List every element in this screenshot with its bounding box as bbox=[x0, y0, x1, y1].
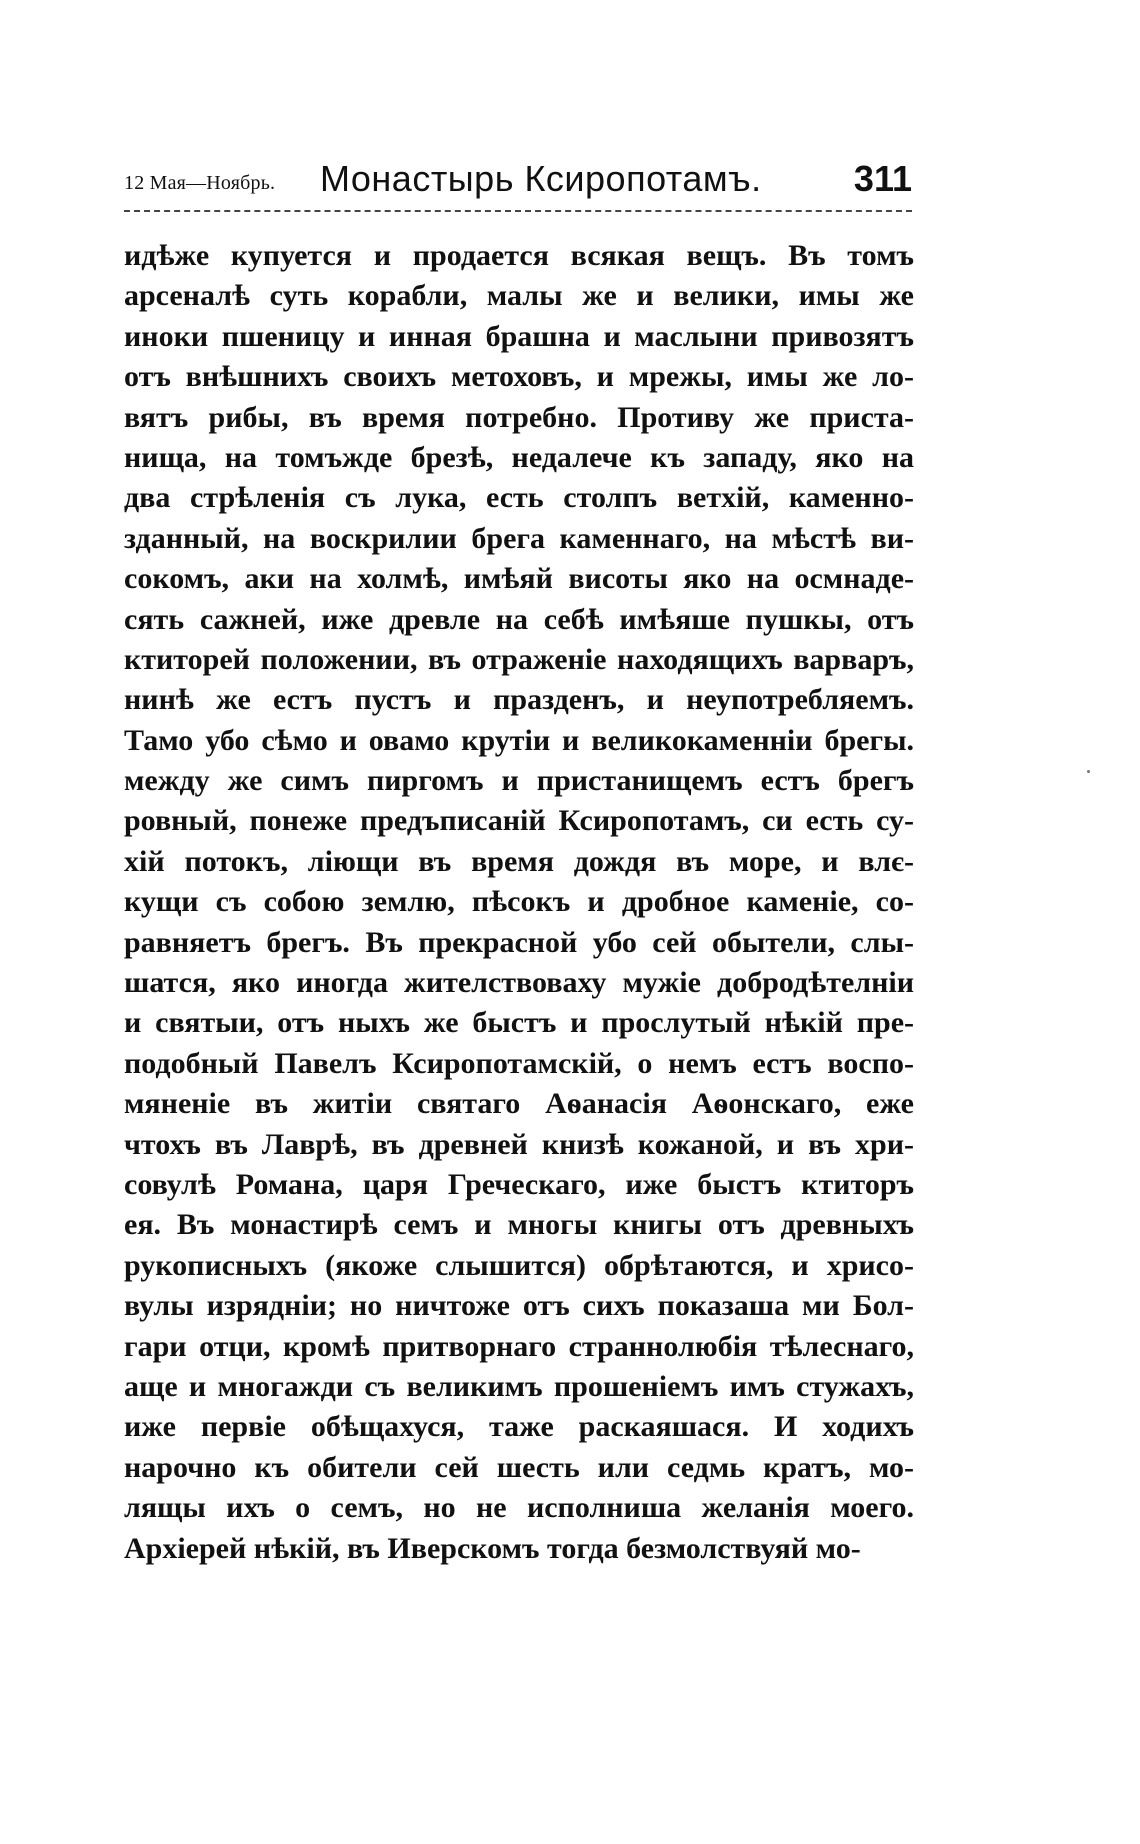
text-line: шатся, яко иногда жителствоваху мужіе добродѣтелніи bbox=[124, 966, 914, 1000]
text-line: между же симъ пиргомъ и пристанищемъ естъ брегъ bbox=[124, 764, 914, 798]
text-line: зданный, на воскрилии брега каменнаго, на мѣстѣ ви- bbox=[124, 521, 914, 555]
text-line: иноки пшеницу и инная брашна и маслыни привозятъ bbox=[124, 319, 914, 353]
text-line: отъ внѣшнихъ своихъ метоховъ, и мрежы, имы же ло- bbox=[124, 360, 914, 394]
running-head bbox=[124, 158, 912, 210]
header-date-range: 12 Мая—Ноябрь. bbox=[124, 172, 276, 194]
text-line: кущи съ собою землю, пѣсокъ и дробное каменіе, со- bbox=[124, 885, 914, 919]
text-line: хій потокъ, ліющи въ время дождя въ море, и влє- bbox=[124, 844, 914, 878]
header-title: Монастырь Ксиропотамъ. bbox=[320, 158, 762, 199]
text-line: вятъ рибы, въ время потребно. Противу же приста- bbox=[124, 400, 914, 434]
text-line: рукописныхъ (якоже слышится) обрѣтаются, и хрисо- bbox=[124, 1248, 914, 1282]
text-line: сокомъ, аки на холмѣ, имѣяй висоты яко на осмнаде- bbox=[124, 562, 914, 596]
print-speck bbox=[1087, 770, 1090, 773]
header-rule bbox=[124, 210, 912, 212]
text-line: нища, на томъжде брезѣ, недалече къ западу, яко на bbox=[124, 440, 914, 474]
text-line: Тамо убо сѣмо и овамо крутіи и великокаменніи брегы. bbox=[124, 723, 914, 757]
text-line: идѣже купуется и продается всякая вещъ. Въ томъ bbox=[124, 239, 914, 272]
text-line: сять сажней, иже древле на себѣ имѣяше пушкы, отъ bbox=[124, 602, 914, 636]
text-line: гари отци, кромѣ притворнаго страннолюбія тѣлеснаго, bbox=[124, 1329, 914, 1363]
page-number: 311 bbox=[853, 158, 912, 199]
body-text bbox=[124, 236, 914, 1569]
text-line: Архіерей нѣкій, въ Иверскомъ тогда безмолствуяй мо- bbox=[124, 1531, 861, 1565]
text-line: ровный, понеже предъписаній Ксиропотамъ, си есть су- bbox=[124, 804, 914, 838]
text-line: нарочно къ обители сей шесть или седмь кратъ, мо- bbox=[124, 1450, 914, 1484]
text-line: подобный Павелъ Ксиропотамскій, о немъ естъ воспо- bbox=[124, 1046, 914, 1080]
text-line: аще и многажди съ великимъ прошеніемъ имъ стужахъ, bbox=[124, 1369, 914, 1403]
text-line: ея. Въ монастирѣ семъ и многы книгы отъ древныхъ bbox=[124, 1208, 914, 1242]
text-line: и святыи, отъ ныхъ же быстъ и прослутый нѣкій пре- bbox=[124, 1006, 914, 1040]
text-line: иже первіе обѣщахуся, таже раскаяшася. И ходихъ bbox=[124, 1410, 914, 1444]
text-line: ктиторей положении, въ отраженіе находящихъ варваръ, bbox=[124, 642, 914, 676]
text-line: равняетъ брегъ. Въ прекрасной убо сей обытели, слы- bbox=[124, 925, 914, 959]
text-line: нинѣ же естъ пустъ и празденъ, и неупотребляемъ. bbox=[124, 683, 914, 717]
text-line: вулы изрядніи; но ничтоже отъ сихъ показаша ми Бол- bbox=[124, 1289, 914, 1323]
text-line: два стрѣленія съ лука, есть столпъ ветхій, каменно- bbox=[124, 481, 914, 515]
text-line: чтохъ въ Лаврѣ, въ древней книзѣ кожаной, и въ хри- bbox=[124, 1127, 914, 1161]
text-line: совулѣ Романа, царя Греческаго, иже быстъ ктиторъ bbox=[124, 1167, 914, 1201]
text-line: лящы ихъ о семъ, но не исполниша желанія моего. bbox=[124, 1491, 914, 1525]
text-line: мяненіе въ житіи святаго Аѳанасія Аѳонскаго, еже bbox=[124, 1087, 914, 1121]
text-line: арсеналѣ суть корабли, малы же и велики, имы же bbox=[124, 279, 914, 313]
